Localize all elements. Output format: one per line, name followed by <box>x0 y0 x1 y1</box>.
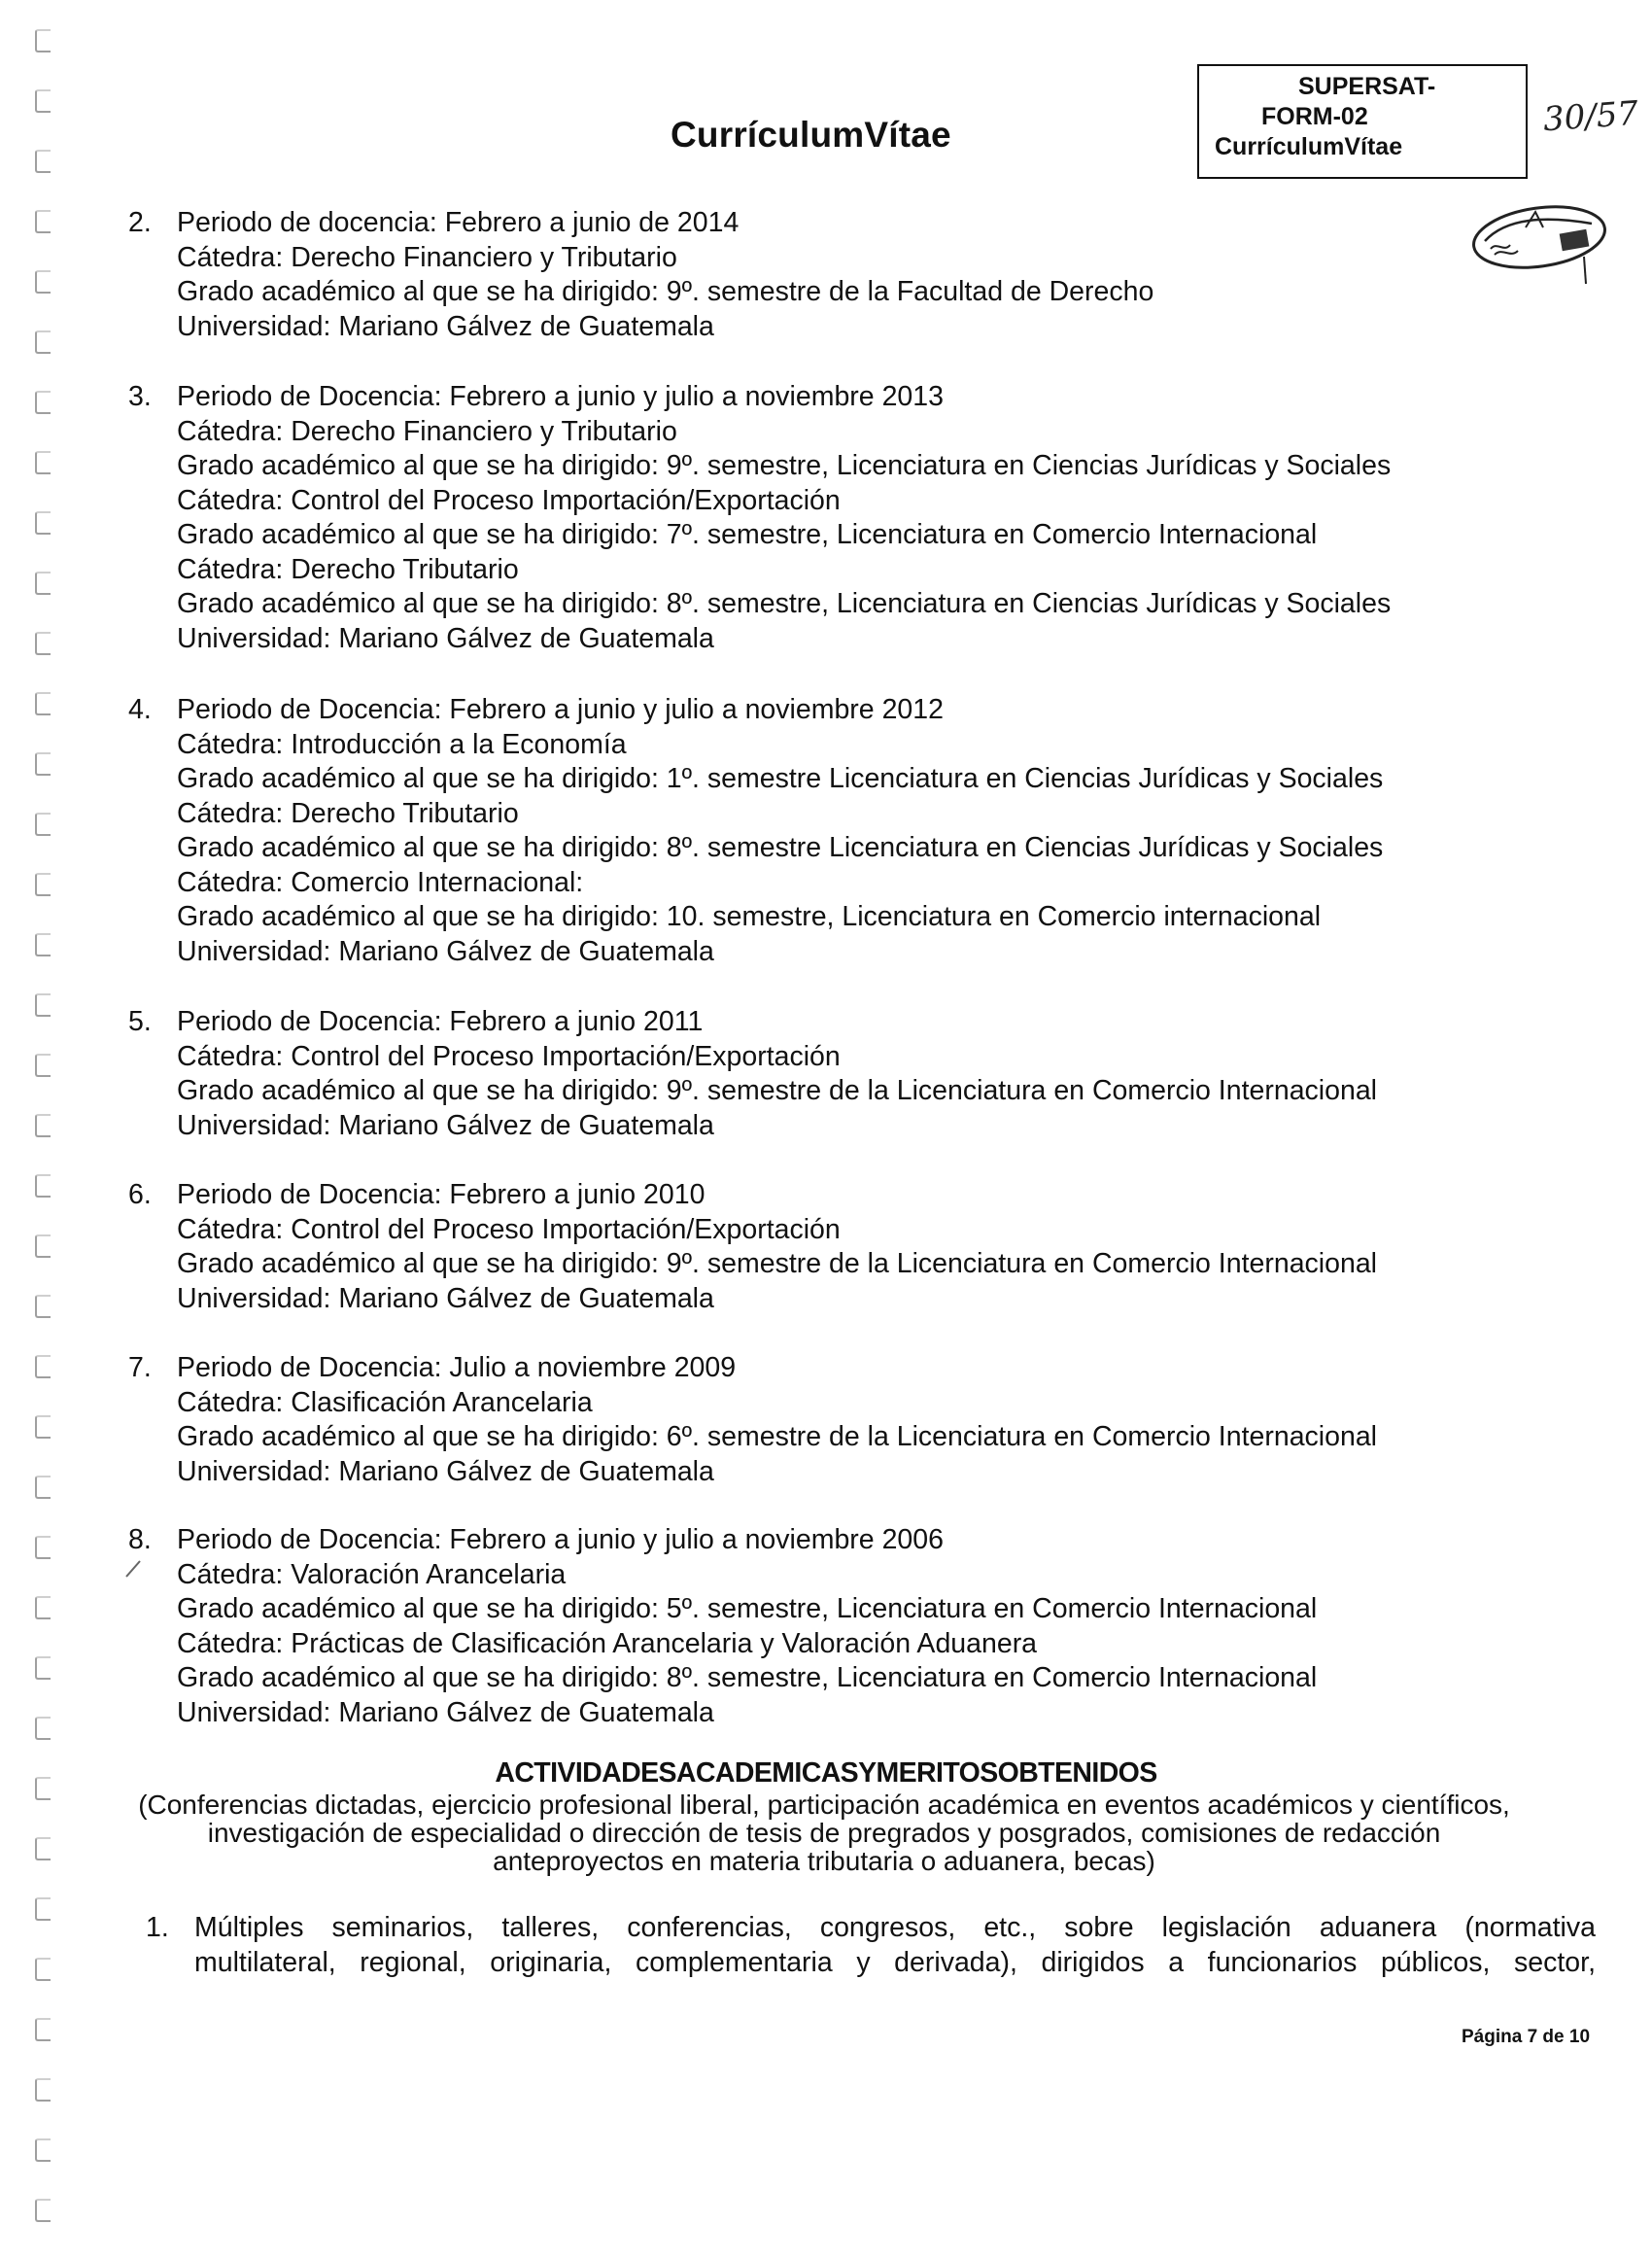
binding-mark <box>35 873 51 896</box>
pen-tick-mark-icon <box>124 1557 144 1579</box>
entry-line: Periodo de Docencia: Febrero a junio y julio a noviembre 2012 <box>177 694 944 725</box>
entry-line: Universidad: Mariano Gálvez de Guatemala <box>177 1696 714 1728</box>
binding-mark <box>35 451 51 474</box>
binding-mark <box>35 572 51 595</box>
binding-mark <box>35 993 51 1017</box>
teaching-entry <box>128 1005 1377 1143</box>
entry-line: Cátedra: Control del Proceso Importación/Exportación <box>177 1213 841 1245</box>
form-code-line: SUPERSAT- <box>1298 73 1436 100</box>
entry-line: Grado académico al que se ha dirigido: 5º. semestre, Licenciatura en Comercio Internacional <box>177 1593 1318 1624</box>
entry-number: 6. <box>128 1179 152 1210</box>
subtitle-line: investigación de especialidad o dirección de tesis de pregrados y posgrados, comisiones de redacción <box>207 1818 1441 1848</box>
entry-line: Universidad: Mariano Gálvez de Guatemala <box>177 310 714 342</box>
document-title: CurrículumVítae <box>671 115 951 155</box>
binding-mark <box>35 1415 51 1439</box>
binding-mark <box>35 150 51 173</box>
binding-mark <box>35 1174 51 1198</box>
entry-line: Universidad: Mariano Gálvez de Guatemala <box>177 622 714 654</box>
page-number: Página 7 de 10 <box>1462 2027 1591 2047</box>
binding-mark <box>35 1596 51 1619</box>
entry-line: Cátedra: Derecho Tributario <box>177 797 519 829</box>
entry-line: Cátedra: Valoración Arancelaria <box>177 1558 567 1590</box>
binding-mark <box>35 89 51 113</box>
entry-line: Cátedra: Introducción a la Economía <box>177 728 627 760</box>
entry-line: Cátedra: Derecho Tributario <box>177 553 519 585</box>
entry-line: Grado académico al que se ha dirigido: 8º. semestre, Licenciatura en Comercio Internacional <box>177 1662 1318 1693</box>
binding-mark <box>35 2078 51 2102</box>
entry-line: Universidad: Mariano Gálvez de Guatemala <box>177 935 714 967</box>
binding-mark <box>35 1234 51 1258</box>
entry-line: Cátedra: Comercio Internacional: <box>177 866 584 898</box>
entry-line: Cátedra: Control del Proceso Importación/Exportación <box>177 1040 841 1072</box>
entry-line: Periodo de Docencia: Julio a noviembre 2009 <box>177 1352 737 1383</box>
binding-mark <box>35 692 51 715</box>
signature-stamp-icon <box>1467 198 1613 292</box>
binding-mark <box>35 632 51 655</box>
entry-line: Cátedra: Derecho Financiero y Tributario <box>177 241 677 273</box>
entry-line: Cátedra: Clasificación Arancelaria <box>177 1386 593 1418</box>
form-code-line: FORM-02 <box>1261 103 1368 130</box>
binding-mark <box>35 511 51 535</box>
entry-line: Periodo de Docencia: Febrero a junio 2010 <box>177 1179 706 1210</box>
binding-mark <box>35 1295 51 1318</box>
binding-mark <box>35 1355 51 1378</box>
binding-mark <box>35 29 51 52</box>
binding-mark <box>35 2018 51 2041</box>
binding-mark <box>35 391 51 414</box>
binding-mark <box>35 1054 51 1077</box>
entry-line: Cátedra: Prácticas de Clasificación Arancelaria y Valoración Aduanera <box>177 1627 1038 1659</box>
entry-line: Grado académico al que se ha dirigido: 7º. semestre, Licenciatura en Comercio Internacional <box>177 519 1318 550</box>
handwritten-page-reference: 30/57 <box>1541 93 1640 140</box>
binding-mark <box>35 1114 51 1137</box>
entry-line: Periodo de docencia: Febrero a junio de 2014 <box>177 207 740 238</box>
binding-mark <box>35 813 51 836</box>
activities-list-item <box>146 1911 1596 1980</box>
entry-number: 7. <box>128 1352 152 1383</box>
binding-mark <box>35 1536 51 1559</box>
entry-line: Periodo de Docencia: Febrero a junio y julio a noviembre 2013 <box>177 381 944 412</box>
section-heading: ACTIVIDADESACADEMICASYMERITOSOBTENIDOS <box>495 1757 1157 1789</box>
entry-line: Universidad: Mariano Gálvez de Guatemala <box>177 1109 714 1141</box>
entry-number: 2. <box>128 207 152 238</box>
binding-mark <box>35 1476 51 1499</box>
binding-mark <box>35 933 51 956</box>
form-code-line: CurrículumVítae <box>1215 133 1403 160</box>
entry-line: Universidad: Mariano Gálvez de Guatemala <box>177 1282 714 1314</box>
activity-line: Múltiples seminarios, talleres, conferencias, congresos, etc., sobre legislación aduanera (normativa <box>194 1912 1596 1943</box>
teaching-entry <box>128 380 1391 656</box>
subtitle-line: (Conferencias dictadas, ejercicio profesional liberal, participación académica en eventos académicos y científicos, <box>138 1790 1510 1820</box>
entry-line: Grado académico al que se ha dirigido: 6º. semestre de la Licenciatura en Comercio Internacional <box>177 1421 1378 1452</box>
teaching-entry <box>128 206 1153 344</box>
entry-number: 4. <box>128 694 152 725</box>
binding-hole-marks <box>35 29 56 2259</box>
entry-line: Grado académico al que se ha dirigido: 10. semestre, Licenciatura en Comercio internacional <box>177 901 1322 932</box>
entry-number: 3. <box>128 381 152 412</box>
entry-line: Grado académico al que se ha dirigido: 9º. semestre, Licenciatura en Ciencias Jurídicas y Sociales <box>177 450 1392 481</box>
entry-line: Periodo de Docencia: Febrero a junio y julio a noviembre 2006 <box>177 1524 944 1555</box>
entry-number: 8. <box>128 1524 152 1555</box>
binding-mark <box>35 1656 51 1680</box>
subtitle-line: anteproyectos en materia tributaria o aduanera, becas) <box>493 1846 1155 1876</box>
section-subtitle <box>115 1790 1533 1875</box>
form-code-box <box>1197 64 1528 179</box>
entry-line: Grado académico al que se ha dirigido: 9º. semestre de la Facultad de Derecho <box>177 276 1154 307</box>
binding-mark <box>35 1897 51 1921</box>
entry-line: Grado académico al que se ha dirigido: 9º. semestre de la Licenciatura en Comercio Internacional <box>177 1248 1378 1279</box>
activity-line: multilateral, regional, originaria, complementaria y derivada), dirigidos a funcionarios públicos, sector, <box>194 1946 1596 1978</box>
binding-mark <box>35 1717 51 1740</box>
entry-line: Universidad: Mariano Gálvez de Guatemala <box>177 1455 714 1487</box>
binding-mark <box>35 1958 51 1981</box>
teaching-entry <box>128 693 1383 969</box>
binding-mark <box>35 752 51 776</box>
entry-line: Cátedra: Derecho Financiero y Tributario <box>177 415 677 447</box>
teaching-entry <box>128 1523 1317 1730</box>
binding-mark <box>35 2199 51 2222</box>
activity-number: 1. <box>146 1912 169 1943</box>
entry-line: Grado académico al que se ha dirigido: 1º. semestre Licenciatura en Ciencias Jurídicas y Sociales <box>177 763 1384 794</box>
entry-line: Grado académico al que se ha dirigido: 8º. semestre, Licenciatura en Ciencias Jurídicas y Sociales <box>177 588 1392 619</box>
binding-mark <box>35 210 51 233</box>
binding-mark <box>35 330 51 354</box>
binding-mark <box>35 1837 51 1860</box>
entry-line: Grado académico al que se ha dirigido: 8º. semestre Licenciatura en Ciencias Jurídicas y Sociales <box>177 832 1384 863</box>
binding-mark <box>35 270 51 294</box>
teaching-entry <box>128 1178 1377 1316</box>
teaching-entry <box>128 1351 1377 1489</box>
binding-mark <box>35 2138 51 2162</box>
entry-line: Cátedra: Control del Proceso Importación/Exportación <box>177 484 841 516</box>
entry-line: Periodo de Docencia: Febrero a junio 2011 <box>177 1006 704 1037</box>
entry-number: 5. <box>128 1006 152 1037</box>
entry-line: Grado académico al que se ha dirigido: 9º. semestre de la Licenciatura en Comercio Internacional <box>177 1075 1378 1106</box>
